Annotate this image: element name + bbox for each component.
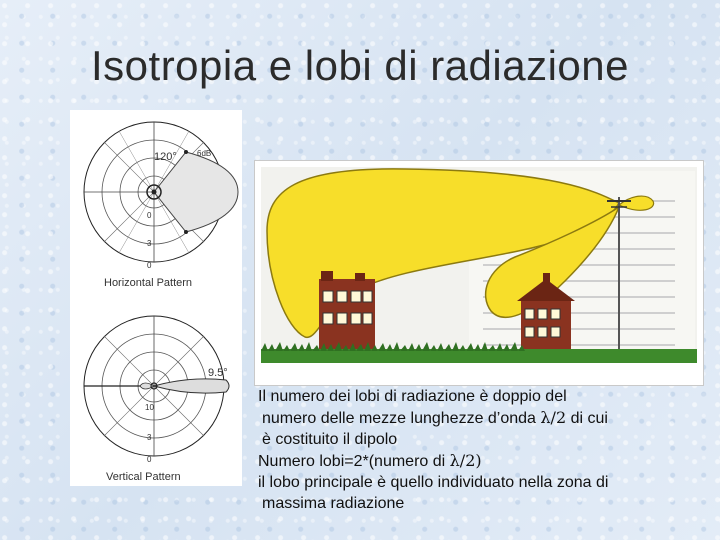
text-line-2-end: di cui — [566, 410, 608, 427]
vertical-angle-label: 9.5° — [208, 367, 228, 379]
text-line-3: è costituito il dipolo — [262, 431, 398, 448]
slide-title: Isotropia e lobi di radiazione — [91, 42, 629, 89]
horizontal-pattern-diagram — [84, 122, 238, 289]
radiation-lobes-illustration — [254, 160, 704, 386]
horizontal-angle-label: 120° — [154, 151, 177, 163]
text-line-6: massima radiazione — [262, 495, 405, 512]
lambda-half-symbol: λ/2 — [540, 408, 567, 427]
vertical-level-label-a: 10 — [145, 403, 154, 412]
horizontal-level-label-c: 3 — [147, 239, 152, 248]
vertical-level-label-b: 3 — [147, 433, 152, 442]
text-line-4 — [258, 450, 708, 472]
text-line-4-start: Numero lobi=2*(numero di — [258, 453, 450, 470]
body-text — [258, 386, 708, 514]
horizontal-level-label-d: 0 — [147, 261, 152, 270]
horizontal-pattern-caption: Horizontal Pattern — [104, 277, 193, 289]
text-line-1: Il numero dei lobi di radiazione è doppio del — [258, 388, 567, 405]
vertical-pattern-caption: Vertical Pattern — [106, 471, 181, 483]
vertical-level-label-c: 0 — [147, 455, 152, 464]
horizontal-level-label-a: 6dB — [197, 149, 212, 158]
text-line-2 — [258, 407, 708, 429]
vertical-pattern-diagram — [84, 316, 229, 483]
horizontal-level-label-b: 0 — [147, 211, 152, 220]
left-house-icon — [319, 271, 375, 355]
text-line-2-start: numero delle mezze lunghezze d’onda — [262, 410, 541, 427]
lambda-half-close-symbol: λ/2) — [449, 451, 482, 470]
radiation-pattern-figure — [70, 110, 242, 486]
text-line-5: il lobo principale è quello individuato nella zona di — [258, 474, 609, 491]
